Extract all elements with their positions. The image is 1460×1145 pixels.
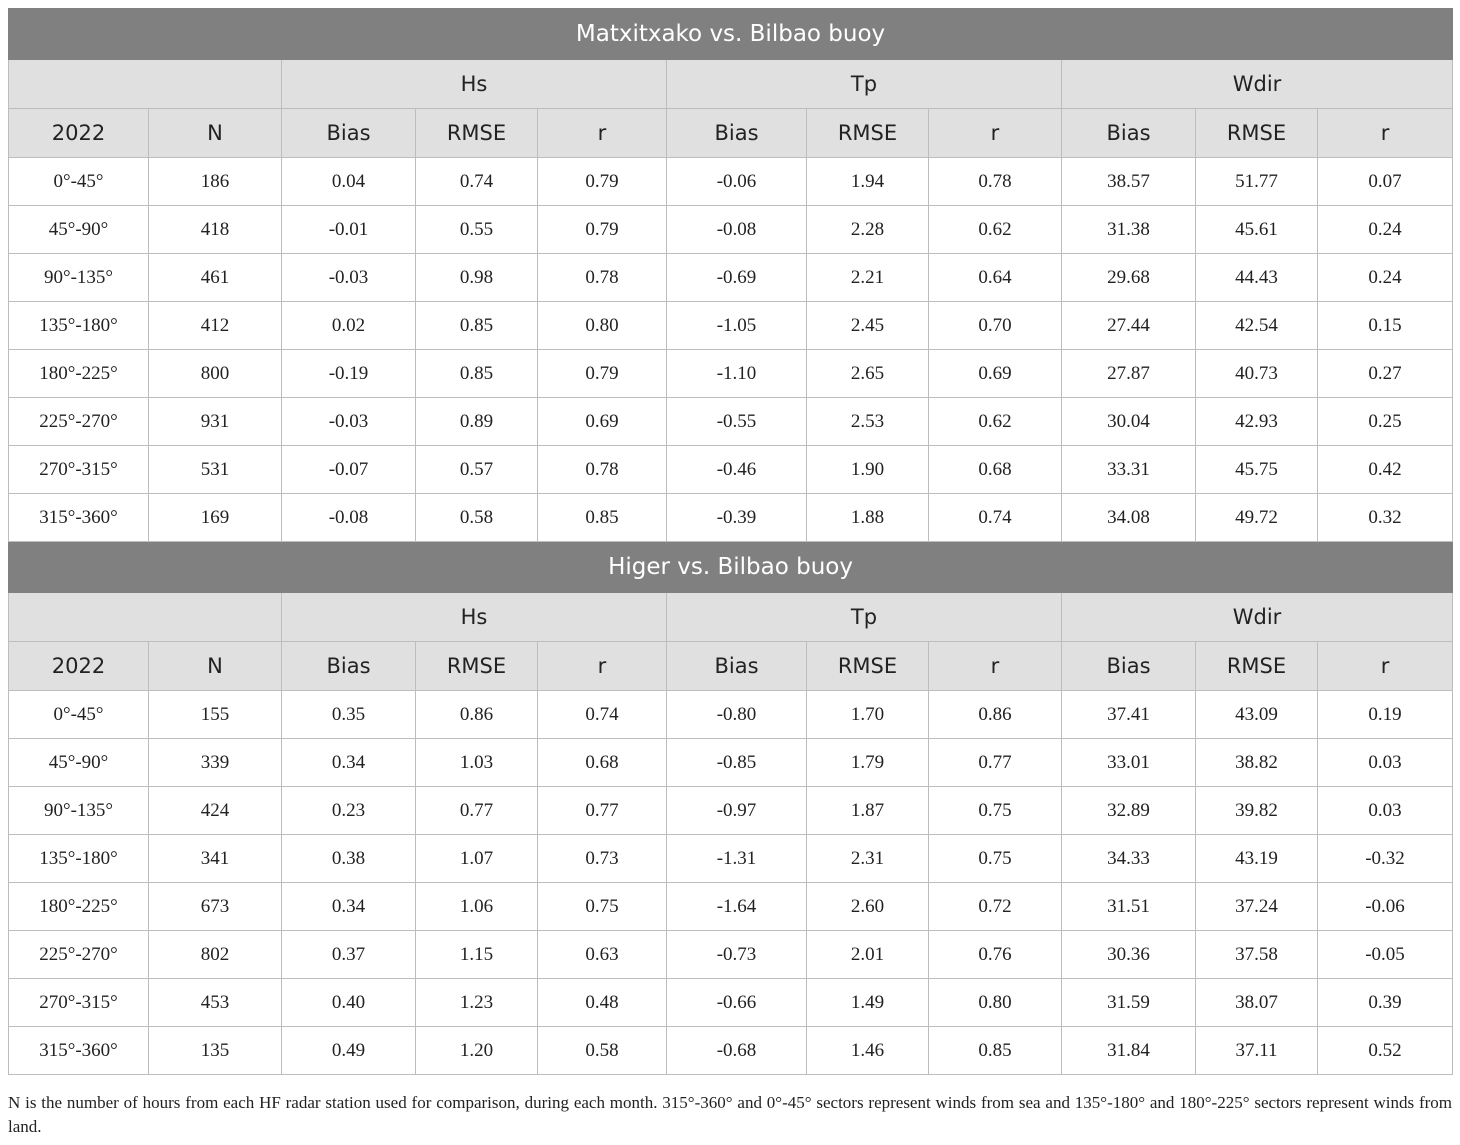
sector-cell: 180°-225° (9, 350, 149, 398)
value-cell: 37.58 (1196, 931, 1318, 979)
value-cell: 1.90 (807, 446, 929, 494)
value-cell: 0.86 (416, 691, 538, 739)
group-header: Wdir (1062, 593, 1453, 642)
count-cell: 339 (149, 739, 282, 787)
value-cell: 0.78 (538, 254, 667, 302)
value-cell: 0.64 (929, 254, 1062, 302)
value-cell: 0.55 (416, 206, 538, 254)
value-cell: 0.32 (1318, 494, 1453, 542)
value-cell: 2.60 (807, 883, 929, 931)
table-row (9, 739, 1453, 787)
value-cell: 2.45 (807, 302, 929, 350)
value-cell: 0.78 (929, 158, 1062, 206)
value-cell: 1.70 (807, 691, 929, 739)
value-cell: -1.64 (667, 883, 807, 931)
group-header: Tp (667, 593, 1062, 642)
table-row (9, 1027, 1453, 1075)
value-cell: 0.89 (416, 398, 538, 446)
value-cell: 0.03 (1318, 787, 1453, 835)
column-header-n: N (149, 109, 282, 158)
value-cell: 1.20 (416, 1027, 538, 1075)
value-cell: 34.33 (1062, 835, 1196, 883)
column-header-metric: r (929, 642, 1062, 691)
column-header-row (9, 109, 1453, 158)
count-cell: 135 (149, 1027, 282, 1075)
value-cell: 0.74 (416, 158, 538, 206)
value-cell: 0.27 (1318, 350, 1453, 398)
column-header-year: 2022 (9, 642, 149, 691)
table-row (9, 398, 1453, 446)
table-row (9, 158, 1453, 206)
sector-cell: 90°-135° (9, 254, 149, 302)
table-row (9, 254, 1453, 302)
value-cell: -0.46 (667, 446, 807, 494)
value-cell: 38.82 (1196, 739, 1318, 787)
group-header-blank (9, 593, 282, 642)
value-cell: 1.03 (416, 739, 538, 787)
value-cell: 37.24 (1196, 883, 1318, 931)
column-header-metric: r (1318, 109, 1453, 158)
section-title-row (9, 9, 1453, 60)
sector-cell: 180°-225° (9, 883, 149, 931)
value-cell: 0.58 (538, 1027, 667, 1075)
value-cell: 40.73 (1196, 350, 1318, 398)
value-cell: -1.10 (667, 350, 807, 398)
table-row (9, 931, 1453, 979)
value-cell: 2.01 (807, 931, 929, 979)
value-cell: 38.57 (1062, 158, 1196, 206)
value-cell: 51.77 (1196, 158, 1318, 206)
value-cell: 39.82 (1196, 787, 1318, 835)
value-cell: -0.66 (667, 979, 807, 1027)
table-row (9, 350, 1453, 398)
value-cell: 1.06 (416, 883, 538, 931)
value-cell: 44.43 (1196, 254, 1318, 302)
count-cell: 453 (149, 979, 282, 1027)
value-cell: 30.36 (1062, 931, 1196, 979)
value-cell: -0.85 (667, 739, 807, 787)
value-cell: 1.46 (807, 1027, 929, 1075)
value-cell: 2.53 (807, 398, 929, 446)
value-cell: 0.74 (929, 494, 1062, 542)
value-cell: 0.79 (538, 206, 667, 254)
column-header-metric: RMSE (807, 642, 929, 691)
value-cell: 42.54 (1196, 302, 1318, 350)
column-header-n: N (149, 642, 282, 691)
column-header-metric: Bias (282, 109, 416, 158)
value-cell: 2.21 (807, 254, 929, 302)
value-cell: 0.40 (282, 979, 416, 1027)
table-row (9, 206, 1453, 254)
section-title: Higer vs. Bilbao buoy (9, 542, 1453, 593)
value-cell: 1.94 (807, 158, 929, 206)
value-cell: 38.07 (1196, 979, 1318, 1027)
value-cell: 0.75 (929, 835, 1062, 883)
sector-cell: 270°-315° (9, 979, 149, 1027)
value-cell: 0.70 (929, 302, 1062, 350)
value-cell: 0.15 (1318, 302, 1453, 350)
group-header-row (9, 593, 1453, 642)
value-cell: 42.93 (1196, 398, 1318, 446)
sector-cell: 270°-315° (9, 446, 149, 494)
value-cell: 1.87 (807, 787, 929, 835)
value-cell: 0.49 (282, 1027, 416, 1075)
group-header: Hs (282, 60, 667, 109)
sector-cell: 45°-90° (9, 206, 149, 254)
value-cell: 0.79 (538, 158, 667, 206)
value-cell: 32.89 (1062, 787, 1196, 835)
value-cell: 0.80 (929, 979, 1062, 1027)
value-cell: 27.44 (1062, 302, 1196, 350)
sector-cell: 135°-180° (9, 835, 149, 883)
value-cell: 0.72 (929, 883, 1062, 931)
value-cell: 2.31 (807, 835, 929, 883)
value-cell: -0.69 (667, 254, 807, 302)
value-cell: 0.80 (538, 302, 667, 350)
table-row (9, 883, 1453, 931)
column-header-metric: Bias (282, 642, 416, 691)
sector-cell: 225°-270° (9, 931, 149, 979)
sector-cell: 45°-90° (9, 739, 149, 787)
value-cell: 0.86 (929, 691, 1062, 739)
count-cell: 341 (149, 835, 282, 883)
value-cell: 30.04 (1062, 398, 1196, 446)
value-cell: 0.04 (282, 158, 416, 206)
value-cell: 0.75 (929, 787, 1062, 835)
value-cell: 0.03 (1318, 739, 1453, 787)
value-cell: -0.55 (667, 398, 807, 446)
group-header: Tp (667, 60, 1062, 109)
value-cell: 0.78 (538, 446, 667, 494)
table-row (9, 691, 1453, 739)
sector-cell: 0°-45° (9, 691, 149, 739)
value-cell: -0.80 (667, 691, 807, 739)
value-cell: 0.25 (1318, 398, 1453, 446)
table-row (9, 979, 1453, 1027)
value-cell: 0.58 (416, 494, 538, 542)
value-cell: 1.23 (416, 979, 538, 1027)
value-cell: 0.24 (1318, 206, 1453, 254)
count-cell: 673 (149, 883, 282, 931)
group-header-blank (9, 60, 282, 109)
value-cell: 0.98 (416, 254, 538, 302)
value-cell: 0.68 (538, 739, 667, 787)
table-row (9, 494, 1453, 542)
value-cell: 0.77 (416, 787, 538, 835)
group-header: Wdir (1062, 60, 1453, 109)
value-cell: 0.02 (282, 302, 416, 350)
value-cell: 0.85 (929, 1027, 1062, 1075)
count-cell: 186 (149, 158, 282, 206)
value-cell: -0.68 (667, 1027, 807, 1075)
value-cell: -0.97 (667, 787, 807, 835)
column-header-metric: r (1318, 642, 1453, 691)
value-cell: -0.06 (1318, 883, 1453, 931)
value-cell: 1.07 (416, 835, 538, 883)
column-header-metric: RMSE (416, 109, 538, 158)
table-footnote: N is the number of hours from each HF radar station used for comparison, during each month. 315°-360° and 0°-45° sectors represent winds from sea and 135°-180° and 180°-225° sectors represent winds from land. (8, 1093, 1452, 1136)
column-header-metric: RMSE (1196, 642, 1318, 691)
count-cell: 418 (149, 206, 282, 254)
value-cell: 34.08 (1062, 494, 1196, 542)
value-cell: -0.05 (1318, 931, 1453, 979)
value-cell: 0.57 (416, 446, 538, 494)
value-cell: -0.07 (282, 446, 416, 494)
value-cell: 1.88 (807, 494, 929, 542)
value-cell: 0.68 (929, 446, 1062, 494)
value-cell: 0.79 (538, 350, 667, 398)
value-cell: 0.39 (1318, 979, 1453, 1027)
group-header: Hs (282, 593, 667, 642)
value-cell: 31.59 (1062, 979, 1196, 1027)
value-cell: 0.07 (1318, 158, 1453, 206)
value-cell: 0.42 (1318, 446, 1453, 494)
value-cell: -0.08 (282, 494, 416, 542)
value-cell: -1.05 (667, 302, 807, 350)
value-cell: 37.41 (1062, 691, 1196, 739)
column-header-metric: RMSE (807, 109, 929, 158)
value-cell: -0.06 (667, 158, 807, 206)
value-cell: 27.87 (1062, 350, 1196, 398)
column-header-metric: Bias (1062, 109, 1196, 158)
value-cell: 0.62 (929, 398, 1062, 446)
value-cell: 0.62 (929, 206, 1062, 254)
value-cell: -0.32 (1318, 835, 1453, 883)
sector-cell: 315°-360° (9, 1027, 149, 1075)
sector-cell: 225°-270° (9, 398, 149, 446)
value-cell: 0.24 (1318, 254, 1453, 302)
value-cell: 0.23 (282, 787, 416, 835)
value-cell: 43.09 (1196, 691, 1318, 739)
value-cell: 0.52 (1318, 1027, 1453, 1075)
value-cell: 31.51 (1062, 883, 1196, 931)
table-row (9, 787, 1453, 835)
value-cell: 0.35 (282, 691, 416, 739)
count-cell: 802 (149, 931, 282, 979)
column-header-metric: Bias (667, 109, 807, 158)
value-cell: -0.19 (282, 350, 416, 398)
value-cell: -0.03 (282, 398, 416, 446)
column-header-metric: r (538, 642, 667, 691)
section-title-row (9, 542, 1453, 593)
value-cell: 37.11 (1196, 1027, 1318, 1075)
count-cell: 800 (149, 350, 282, 398)
value-cell: 0.77 (538, 787, 667, 835)
value-cell: 0.85 (416, 302, 538, 350)
column-header-metric: r (929, 109, 1062, 158)
column-header-metric: Bias (667, 642, 807, 691)
value-cell: 31.84 (1062, 1027, 1196, 1075)
count-cell: 155 (149, 691, 282, 739)
table-body (9, 9, 1453, 1075)
sector-cell: 90°-135° (9, 787, 149, 835)
value-cell: 0.76 (929, 931, 1062, 979)
count-cell: 531 (149, 446, 282, 494)
value-cell: 0.48 (538, 979, 667, 1027)
value-cell: 0.75 (538, 883, 667, 931)
table-row (9, 302, 1453, 350)
value-cell: 0.34 (282, 739, 416, 787)
value-cell: 1.79 (807, 739, 929, 787)
sector-cell: 315°-360° (9, 494, 149, 542)
value-cell: 0.69 (538, 398, 667, 446)
value-cell: 31.38 (1062, 206, 1196, 254)
section-title: Matxitxako vs. Bilbao buoy (9, 9, 1453, 60)
value-cell: 0.85 (538, 494, 667, 542)
value-cell: -0.08 (667, 206, 807, 254)
value-cell: 0.63 (538, 931, 667, 979)
column-header-metric: RMSE (1196, 109, 1318, 158)
value-cell: 0.69 (929, 350, 1062, 398)
count-cell: 412 (149, 302, 282, 350)
sector-cell: 135°-180° (9, 302, 149, 350)
value-cell: 45.61 (1196, 206, 1318, 254)
count-cell: 169 (149, 494, 282, 542)
column-header-metric: r (538, 109, 667, 158)
value-cell: 49.72 (1196, 494, 1318, 542)
value-cell: 0.19 (1318, 691, 1453, 739)
count-cell: 931 (149, 398, 282, 446)
value-cell: 2.65 (807, 350, 929, 398)
value-cell: 0.34 (282, 883, 416, 931)
column-header-metric: Bias (1062, 642, 1196, 691)
value-cell: 45.75 (1196, 446, 1318, 494)
value-cell: 0.37 (282, 931, 416, 979)
value-cell: -0.03 (282, 254, 416, 302)
value-cell: -0.73 (667, 931, 807, 979)
value-cell: 2.28 (807, 206, 929, 254)
statistics-table (8, 8, 1453, 1075)
count-cell: 424 (149, 787, 282, 835)
table-row (9, 835, 1453, 883)
value-cell: 0.73 (538, 835, 667, 883)
value-cell: 33.01 (1062, 739, 1196, 787)
value-cell: 29.68 (1062, 254, 1196, 302)
table-row (9, 446, 1453, 494)
column-header-row (9, 642, 1453, 691)
column-header-metric: RMSE (416, 642, 538, 691)
value-cell: -0.01 (282, 206, 416, 254)
value-cell: 43.19 (1196, 835, 1318, 883)
value-cell: 0.77 (929, 739, 1062, 787)
group-header-row (9, 60, 1453, 109)
value-cell: 1.15 (416, 931, 538, 979)
value-cell: 0.74 (538, 691, 667, 739)
value-cell: 0.38 (282, 835, 416, 883)
value-cell: 1.49 (807, 979, 929, 1027)
value-cell: -1.31 (667, 835, 807, 883)
sector-cell: 0°-45° (9, 158, 149, 206)
count-cell: 461 (149, 254, 282, 302)
column-header-year: 2022 (9, 109, 149, 158)
value-cell: 33.31 (1062, 446, 1196, 494)
value-cell: -0.39 (667, 494, 807, 542)
value-cell: 0.85 (416, 350, 538, 398)
